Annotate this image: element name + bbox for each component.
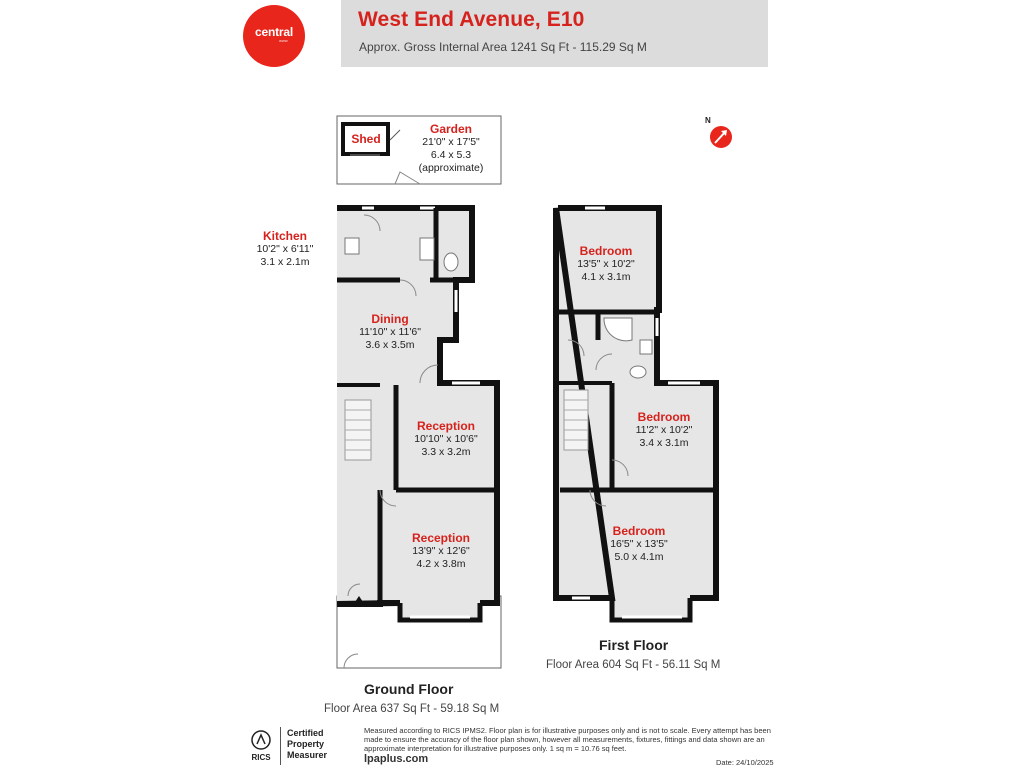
logo-subtext: www bbox=[279, 38, 288, 43]
kitchen-dimensions-imperial: 10'2" x 6'11" bbox=[256, 243, 314, 255]
kitchen-dimensions-metric: 3.1 x 2.1m bbox=[260, 256, 310, 268]
room-label-bedroom-2 bbox=[622, 410, 706, 450]
garden-dimensions-imperial: 21'0" x 17'5" bbox=[422, 136, 480, 148]
rics-certification-badge bbox=[245, 727, 357, 765]
garden-dimensions-metric: 6.4 x 5.3 bbox=[430, 149, 472, 161]
certified-property-measurer bbox=[287, 728, 327, 761]
gross-area-subtitle: Approx. Gross Internal Area 1241 Sq Ft - 115.29 Sq M bbox=[359, 40, 647, 54]
room-name-bedroom-2: Bedroom bbox=[637, 410, 691, 424]
compass-label: N bbox=[705, 116, 711, 125]
ground-floor-title: Ground Floor bbox=[364, 681, 454, 697]
certified-line-1: Certified bbox=[287, 728, 324, 738]
room-name-reception-1: Reception bbox=[416, 419, 475, 433]
dining-dimensions-imperial: 11'10" x 11'6" bbox=[359, 326, 421, 338]
certified-line-2: Property bbox=[287, 739, 325, 749]
reception-1-dimensions-imperial: 10'10" x 10'6" bbox=[414, 433, 478, 445]
room-name-dining: Dining bbox=[371, 312, 409, 326]
bedroom-1-dimensions-imperial: 13'5" x 10'2" bbox=[577, 258, 635, 270]
page-title: West End Avenue, E10 bbox=[358, 8, 585, 31]
rics-crest-icon bbox=[248, 729, 274, 751]
first-floor-title: First Floor bbox=[599, 637, 669, 653]
garden-approximate-note: (approximate) bbox=[418, 162, 484, 174]
reception-2-dimensions-imperial: 13'9" x 12'6" bbox=[412, 545, 470, 557]
disclaimer-text: Measured according to RICS IPMS2. Floor plan is for illustrative purposes only and is not to scale. Every attempt has been made to ensure the accuracy of the floor plan shown, however all measurements, fixtures, fittings and data shown are an approximate interpretation for illustrative purposes only. 1 sq m = 10.76 sq feet. bbox=[364, 726, 771, 753]
room-name-kitchen: Kitchen bbox=[262, 229, 307, 243]
room-label-kitchen bbox=[250, 229, 320, 269]
bedroom-3-dimensions-metric: 5.0 x 4.1m bbox=[614, 551, 664, 563]
certified-line-3: Measurer bbox=[287, 750, 328, 760]
room-label-reception-2 bbox=[398, 531, 484, 571]
room-label-reception-1 bbox=[404, 419, 488, 459]
bedroom-3-dimensions-imperial: 16'5" x 13'5" bbox=[610, 538, 668, 550]
website-link[interactable]: lpaplus.com bbox=[364, 753, 429, 765]
rics-label: RICS bbox=[251, 753, 271, 762]
room-label-bedroom-3 bbox=[597, 524, 681, 564]
first-floor-area: Floor Area 604 Sq Ft - 56.11 Sq M bbox=[546, 659, 721, 671]
room-name-reception-2: Reception bbox=[411, 531, 470, 545]
room-label-dining bbox=[350, 312, 430, 352]
bedroom-2-dimensions-metric: 3.4 x 3.1m bbox=[639, 437, 689, 449]
room-name-garden: Garden bbox=[429, 122, 472, 136]
reception-2-dimensions-metric: 4.2 x 3.8m bbox=[416, 558, 466, 570]
dining-dimensions-metric: 3.6 x 3.5m bbox=[365, 339, 415, 351]
room-label-garden bbox=[405, 122, 497, 175]
bedroom-1-dimensions-metric: 4.1 x 3.1m bbox=[581, 271, 631, 283]
room-name-shed: Shed bbox=[351, 132, 381, 146]
bedroom-2-dimensions-imperial: 11'2" x 10'2" bbox=[635, 424, 693, 436]
room-name-bedroom-1: Bedroom bbox=[579, 244, 633, 258]
ground-floor-area: Floor Area 637 Sq Ft - 59.18 Sq M bbox=[324, 703, 500, 715]
reception-1-dimensions-metric: 3.3 x 3.2m bbox=[421, 446, 471, 458]
plan-date: Date: 24/10/2025 bbox=[716, 758, 774, 767]
logo-text: central bbox=[255, 25, 293, 39]
room-label-bedroom-1 bbox=[565, 244, 647, 284]
room-name-bedroom-3: Bedroom bbox=[612, 524, 666, 538]
rics-logo bbox=[245, 729, 277, 763]
